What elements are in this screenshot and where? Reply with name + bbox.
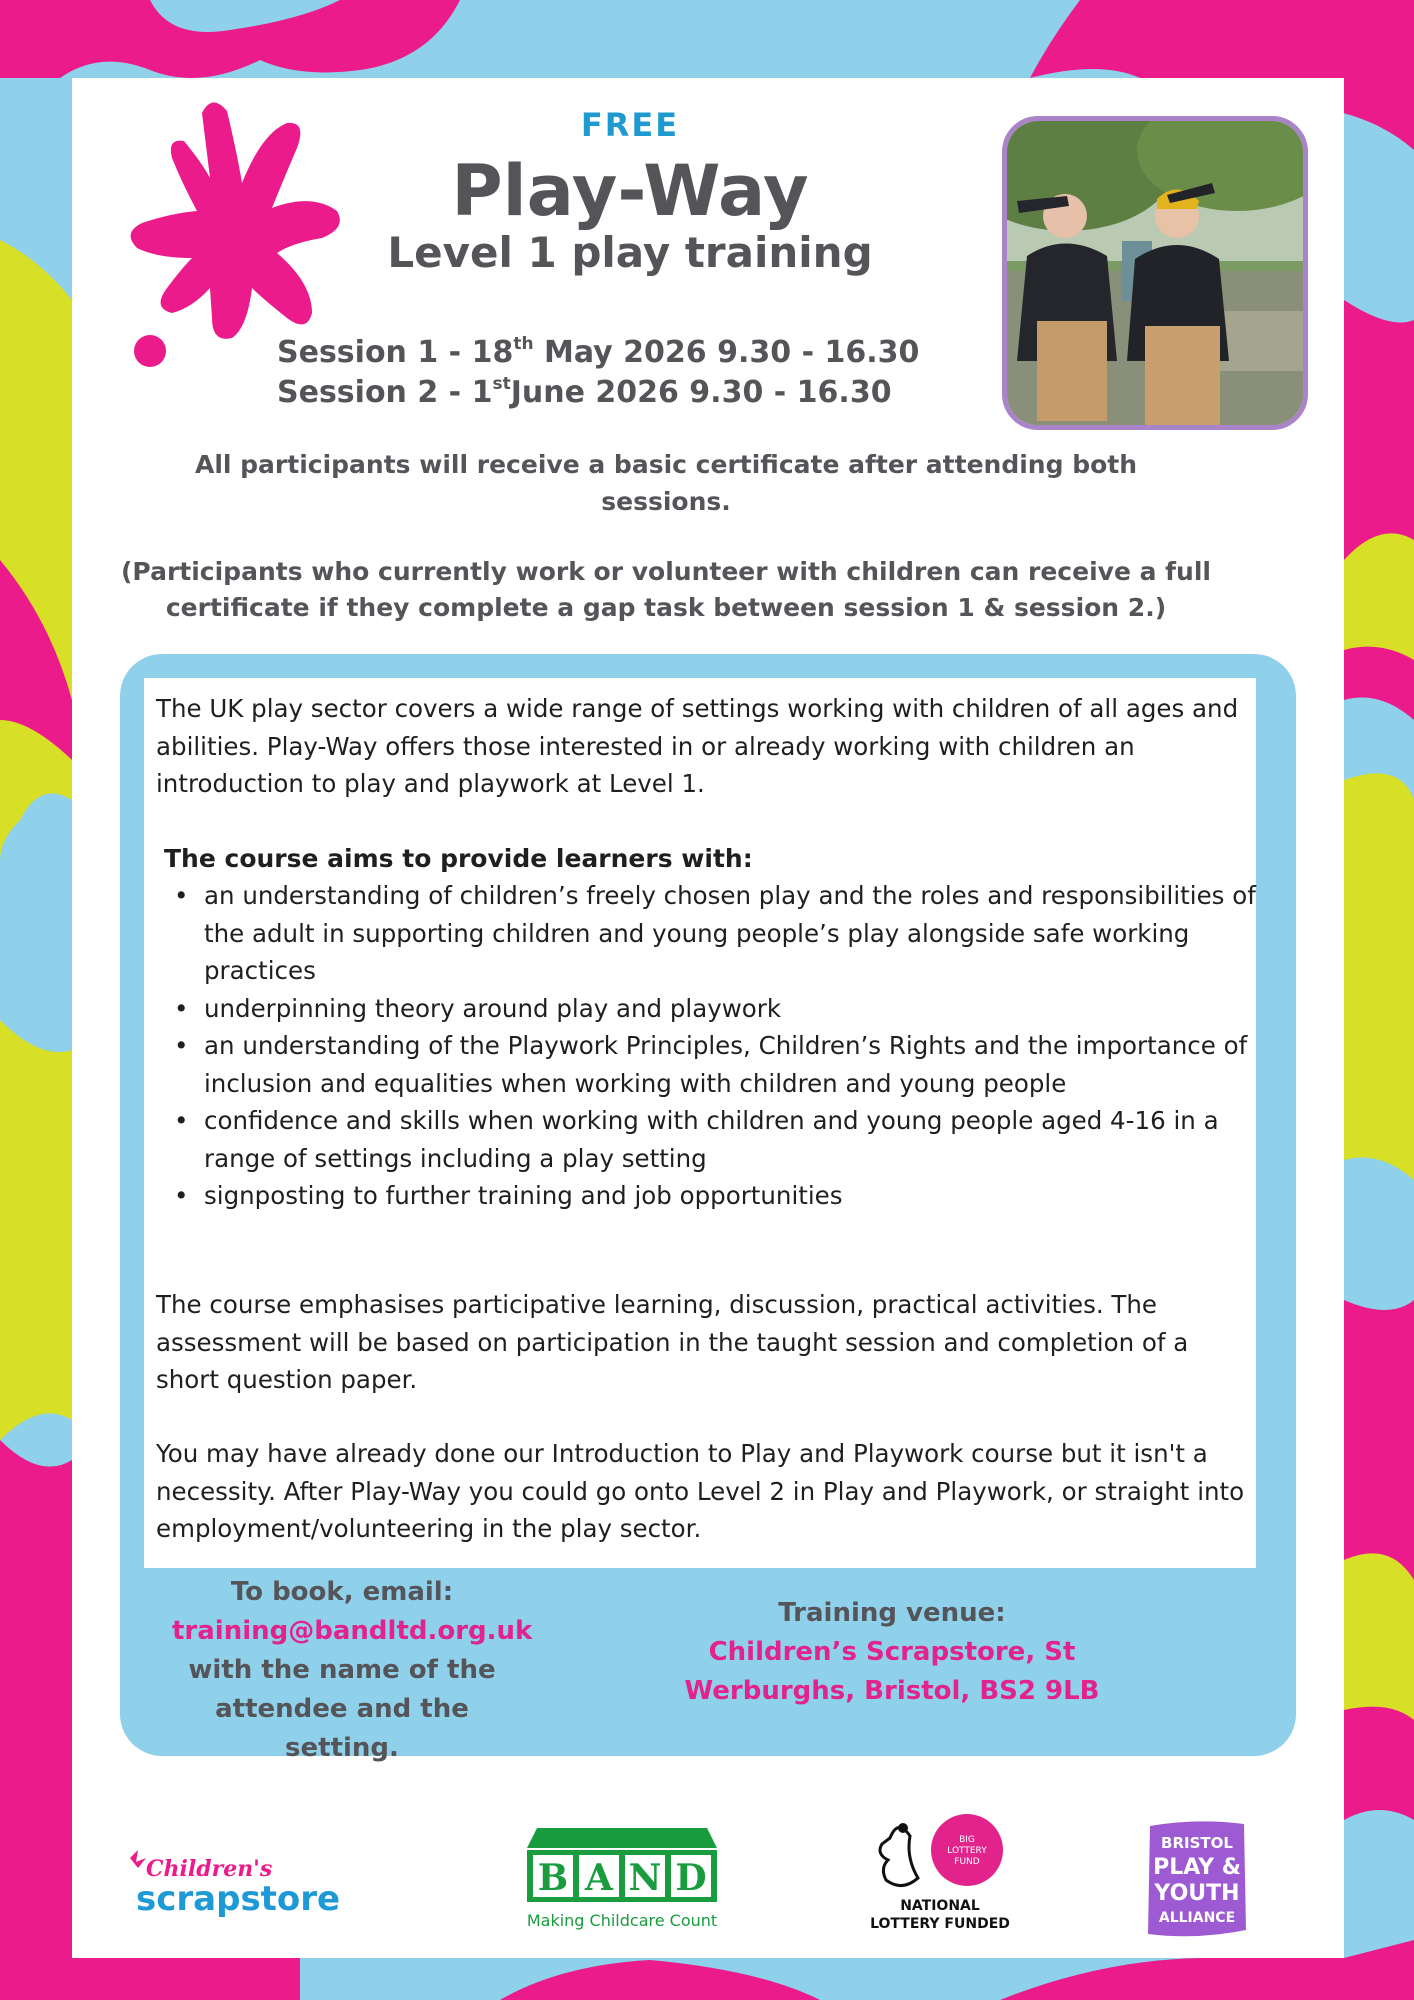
- flyer-page: [72, 78, 1344, 1958]
- list-item: • confidence and skills when working with children and young people aged 4-16 in a range of settings including a play setting: [164, 1102, 1256, 1177]
- basic-certificate-note: All participants will receive a basic certificate after attending both sessions.: [194, 450, 1138, 516]
- svg-text:YOUTH: YOUTH: [1154, 1881, 1240, 1906]
- svg-text:FUND: FUND: [954, 1857, 980, 1867]
- list-item: • underpinning theory around play and playwork: [164, 990, 1256, 1028]
- booking-email-link[interactable]: training@bandltd.org.uk: [172, 1616, 533, 1646]
- venue-address: Children’s Scrapstore, St Werburghs, Bristol, BS2 9LB: [684, 1637, 1100, 1706]
- course-description-box: [144, 678, 1256, 1568]
- svg-text:NATIONAL: NATIONAL: [900, 1898, 980, 1914]
- svg-text:ALLIANCE: ALLIANCE: [1158, 1910, 1236, 1926]
- progression-paragraph: You may have already done our Introduction to Play and Playwork course but it isn't a necessity. After Play-Way you could go onto Level 2 in Play and Playwork, or straight into employment/volunteering in the play sector.: [156, 1439, 1245, 1543]
- aims-list: [164, 877, 1256, 1215]
- booking-info: [172, 1573, 533, 1768]
- sponsor-logos: [72, 1808, 1344, 1948]
- free-label: FREE: [580, 106, 680, 144]
- page-subtitle: Level 1 play training: [387, 228, 873, 277]
- svg-text:scrapstore: scrapstore: [136, 1879, 341, 1918]
- svg-text:A: A: [585, 1857, 613, 1899]
- training-photo: [1002, 116, 1308, 430]
- full-certificate-note: (Participants who currently work or volunteer with children can receive a full certificate if they complete a gap task between session 1 & session 2.): [121, 557, 1211, 622]
- svg-text:Making Childcare Count: Making Childcare Count: [527, 1911, 717, 1930]
- booking-note: with the name of the attendee and the setting.: [188, 1655, 496, 1763]
- svg-text:N: N: [628, 1857, 662, 1899]
- svg-text:D: D: [675, 1857, 707, 1899]
- svg-text:LOTTERY: LOTTERY: [947, 1846, 987, 1856]
- national-lottery-logo: [862, 1808, 1032, 1943]
- training-venue: [632, 1594, 1152, 1711]
- childrens-scrapstore-logo: [122, 1848, 352, 1918]
- svg-text:LOTTERY FUNDED: LOTTERY FUNDED: [870, 1916, 1010, 1932]
- aims-heading: The course aims to provide learners with:: [164, 844, 753, 873]
- bristol-play-youth-alliance-logo: [1142, 1818, 1252, 1943]
- session-dates: [277, 333, 977, 413]
- band-logo: [527, 1828, 717, 1938]
- list-item: • an understanding of children’s freely chosen play and the roles and responsibilities of the adult in supporting children and young people’s play alongside safe working practices: [164, 877, 1256, 990]
- page-title: Play-Way: [451, 150, 809, 232]
- session-2-line: Session 2 - 1stJune 2026 9.30 - 16.30: [277, 374, 892, 410]
- svg-text:Children's: Children's: [146, 1856, 273, 1882]
- session-1-line: Session 1 - 18th May 2026 9.30 - 16.30: [277, 334, 920, 370]
- svg-text:BIG: BIG: [959, 1835, 975, 1845]
- svg-text:BRISTOL: BRISTOL: [1161, 1834, 1233, 1852]
- booking-label: To book, email:: [230, 1577, 454, 1607]
- venue-label: Training venue:: [778, 1598, 1006, 1628]
- intro-paragraph: The UK play sector covers a wide range of settings working with children of all ages and abilities. Play-Way offers those interested in or already working with children an introduction to play and playwork at Level 1.: [156, 694, 1239, 798]
- list-item: • an understanding of the Playwork Principles, Children’s Rights and the importance of inclusion and equalities when working with children and young people: [164, 1027, 1256, 1102]
- svg-text:B: B: [537, 1857, 569, 1899]
- list-item: • signposting to further training and job opportunities: [164, 1177, 1256, 1215]
- svg-text:PLAY &: PLAY &: [1153, 1855, 1241, 1880]
- assessment-paragraph: The course emphasises participative learning, discussion, practical activities. The assessment will be based on participation in the taught session and completion of a short question paper.: [156, 1290, 1189, 1394]
